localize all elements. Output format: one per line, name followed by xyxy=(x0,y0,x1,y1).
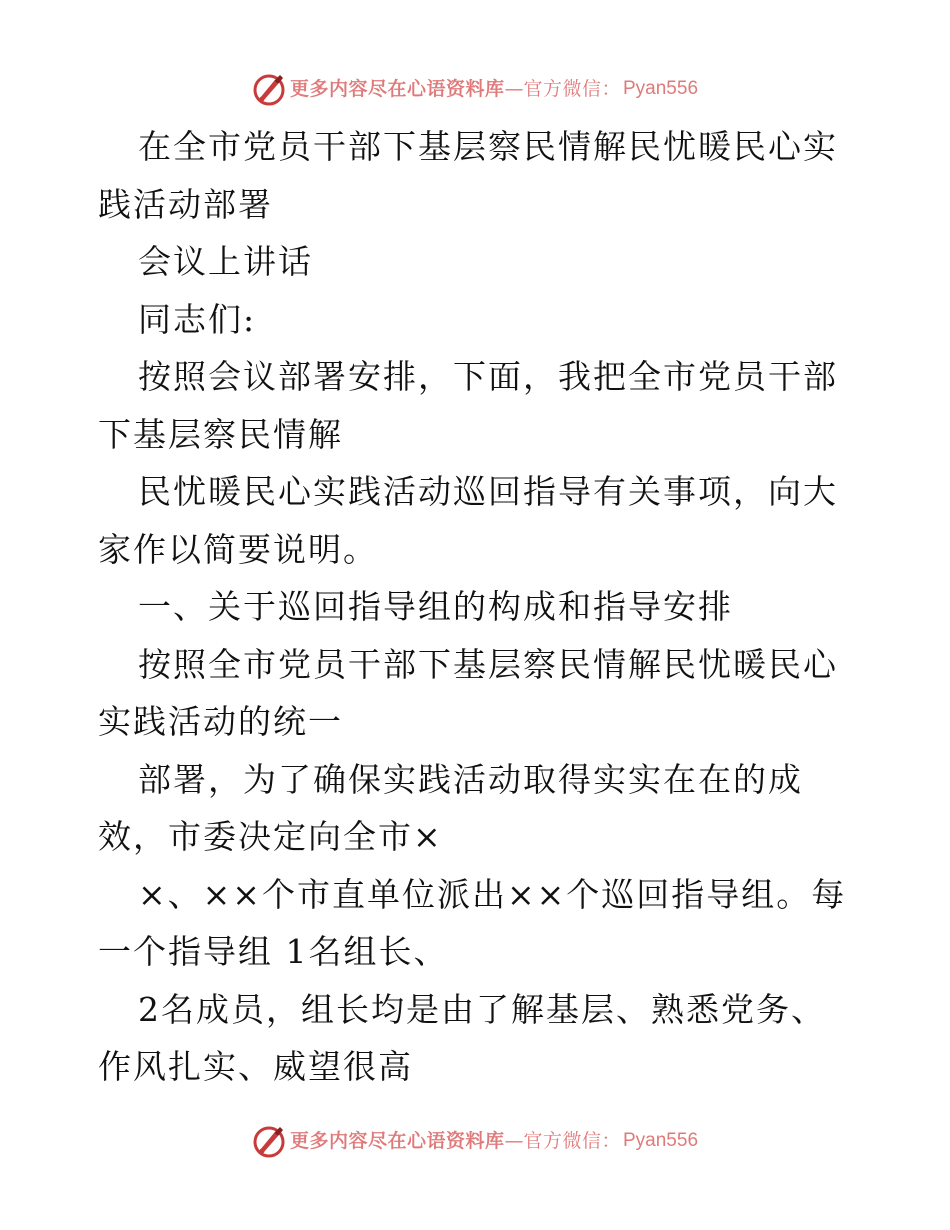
watermark-title: 更多内容尽在心语资料库 xyxy=(289,1130,505,1152)
watermark-wechat-id: Pyan556 xyxy=(623,78,699,99)
brush-logo-icon xyxy=(252,1124,286,1158)
watermark-subtitle: 官方微信： xyxy=(523,78,621,100)
watermark-wechat-id: Pyan556 xyxy=(623,1130,699,1151)
paragraph: 一、关于巡回指导组的构成和指导安排 xyxy=(138,587,733,626)
document-body xyxy=(98,118,858,1096)
paragraph: ×、××个市直单位派出××个巡回指导组。每一个指导组 1名组长、 xyxy=(98,874,847,971)
header-watermark xyxy=(0,72,950,106)
paragraph: 同志们: xyxy=(138,299,257,339)
paragraph: 按照会议部署安排，下面，我把全市党员干部下基层察民情解 xyxy=(98,357,838,454)
paragraph: 在全市党员干部下基层察民情解民忧暖民心实践活动部署 xyxy=(98,127,838,224)
paragraph: 按照全市党员干部下基层察民情解民忧暖民心实践活动的统一 xyxy=(98,644,838,741)
paragraph: 民忧暖民心实践活动巡回指导有关事项，向大家作以简要说明。 xyxy=(98,472,838,569)
paragraph: 部署，为了确保实践活动取得实实在在的成效，市委决定向全市× xyxy=(98,759,803,856)
paragraph: 2名成员，组长均是由了解基层、熟悉党务、作风扎实、威望很高 xyxy=(98,989,826,1086)
watermark-subtitle: 官方微信： xyxy=(523,1130,621,1152)
watermark-separator: — xyxy=(504,1130,524,1152)
paragraph: 会议上讲话 xyxy=(138,242,313,281)
watermark-separator: — xyxy=(504,78,524,100)
footer-watermark xyxy=(0,1124,950,1158)
watermark-title: 更多内容尽在心语资料库 xyxy=(289,78,505,100)
brush-logo-icon xyxy=(252,72,286,106)
